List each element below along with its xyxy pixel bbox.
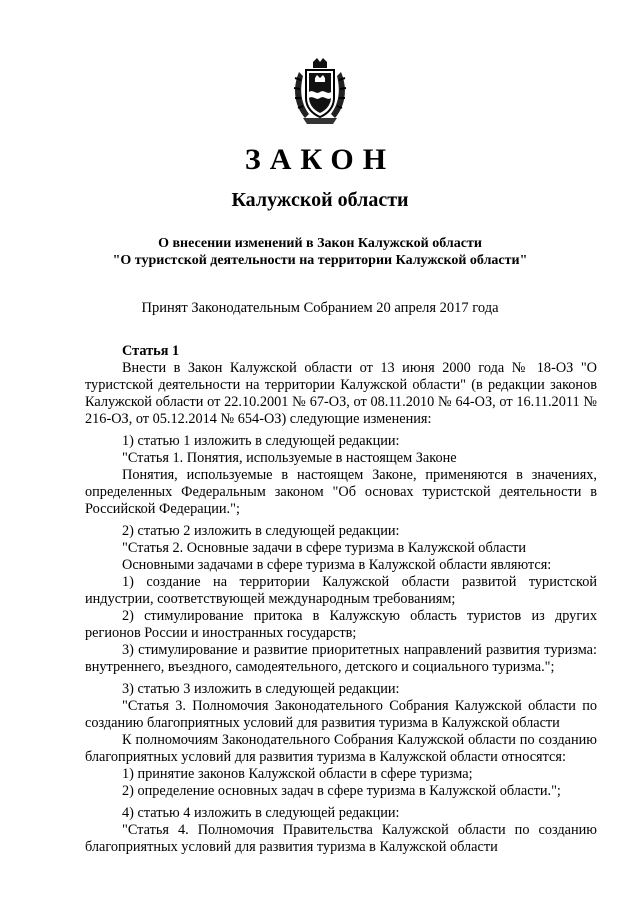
adoption-note: Принят Законодательным Собранием 20 апреля 2017 года [141,300,499,316]
paragraph: 1) статью 1 изложить в следующей редакции: [122,433,400,449]
article-body [85,343,597,856]
paragraph: "Статья 2. Основные задачи в сфере туризма в Калужской области [122,540,527,556]
law-subject-line: О внесении изменений в Закон Калужской области [158,236,482,251]
paragraph: "Статья 4. Полномочия Правительства Калужской области по созданию благоприятных условий для развития туризма в Калужской области [85,822,597,855]
paragraph: К полномочиям Законодательного Собрания Калужской области по созданию благоприятных условий для развития туризма в Калужской области относятся: [85,732,597,765]
paragraph: 4) статью 4 изложить в следующей редакции: [122,805,400,821]
document-region: Калужской области [231,189,409,211]
paragraph: "Статья 3. Полномочия Законодательного Собрания Калужской области по созданию благоприятных условий для развития туризма в Калужской области [85,698,597,731]
paragraph: 1) принятие законов Калужской области в сфере туризма; [122,766,473,782]
paragraph: Понятия, используемые в настоящем Законе, применяются в значениях, определенных Федеральным законом "Об основах туристской деятельности в Российской Федерации."; [85,467,597,517]
paragraph: 1) создание на территории Калужской области развитой туристской индустрии, соответствующей международным требованиям; [85,574,597,607]
paragraph: "Статья 1. Понятия, используемые в настоящем Законе [122,450,457,466]
paragraph: 2) статью 2 изложить в следующей редакции: [122,523,400,539]
law-subject [0,235,640,269]
paragraph: Внести в Закон Калужской области от 13 июня 2000 года № 18-ОЗ "О туристской деятельности на территории Калужской области" (в редакции законов Калужской области от 22.10.2001 № 67-ОЗ, от 08.11.2010 № 64-ОЗ, от 16.11.2011 № 216-ОЗ, от 05.12.2014 № 654-ОЗ) следующие изменения: [85,360,597,427]
document-title: ЗАКОН [244,143,396,176]
coat-of-arms-icon [291,58,349,126]
paragraph: Основными задачами в сфере туризма в Калужской области являются: [122,557,552,573]
paragraph: 2) стимулирование притока в Калужскую область туристов из других регионов России и иностранных государств; [85,608,597,641]
law-subject-line: "О туристской деятельности на территории Калужской области" [112,253,528,268]
article-heading: Статья 1 [122,343,180,359]
paragraph: 3) стимулирование и развитие приоритетных направлений развития туризма: внутреннего, въездного, самодеятельного, детского и социального туризма."; [85,642,597,675]
paragraph: 2) определение основных задач в сфере туризма в Калужской области."; [122,783,561,799]
paragraph: 3) статью 3 изложить в следующей редакции: [122,681,400,697]
